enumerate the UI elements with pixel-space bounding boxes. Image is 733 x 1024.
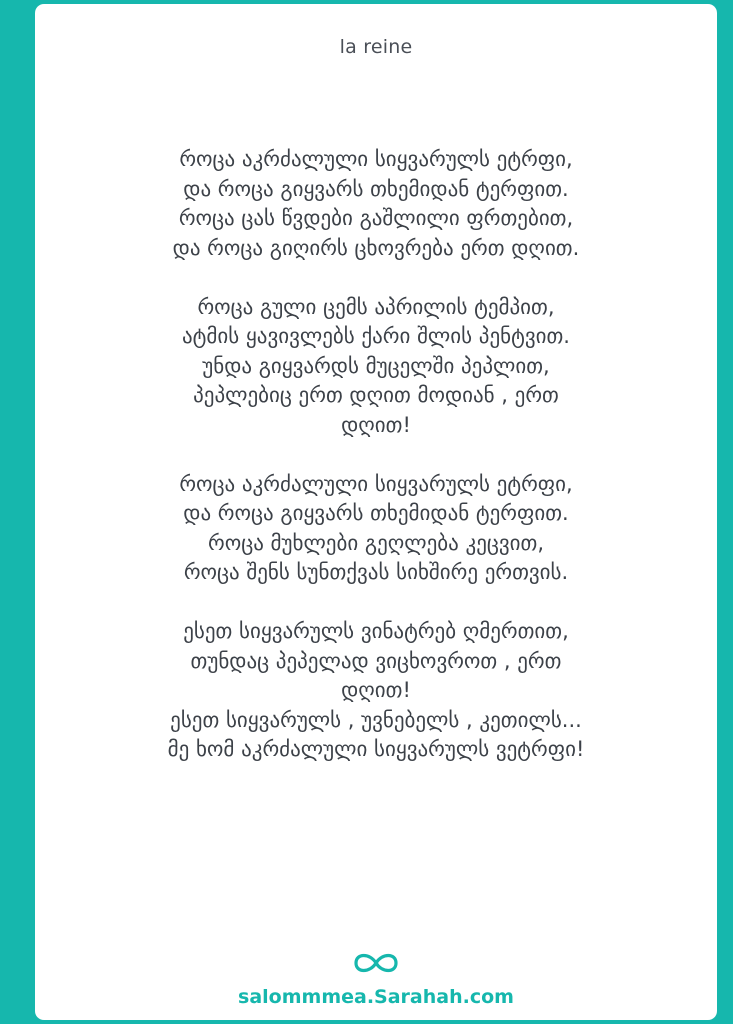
poem-line: როცა შენს სუნთქვას სიხშირე ერთვის.	[183, 560, 569, 584]
poem-line: და როცა გიყვარს თხემიდან ტერფით.	[183, 501, 569, 525]
poem-line: მე ხომ აკრძალული სიყვარულს ვეტრფი!	[167, 737, 585, 761]
stanza-3	[55, 470, 697, 588]
site-url[interactable]: salommmea.Sarahah.com	[238, 986, 514, 1008]
poem-line: პეპლებიც ერთ დღით მოდიან , ერთ	[193, 383, 559, 407]
poem-line: როცა აკრძალული სიყვარულს ეტრფი,	[179, 147, 573, 171]
poem-line: ესეთ სიყვარულს ვინატრებ ღმერთით,	[183, 619, 569, 643]
stanza-4	[55, 617, 697, 765]
poem-line: დღით!	[341, 678, 411, 702]
infinity-icon	[350, 948, 402, 978]
poem-line: თუნდაც პეპელად ვიცხოვროთ , ერთ	[190, 648, 562, 673]
poem-line: ატმის ყავივლებს ქარი შლის პენტვით.	[182, 324, 570, 348]
poem-line: და როცა გიღირს ცხოვრება ერთ დღით.	[172, 235, 580, 260]
post-title: la reine	[339, 36, 413, 58]
poem-line: როცა ცას წვდები გაშლილი ფრთებით,	[178, 206, 574, 230]
poem-text	[55, 145, 697, 765]
poem-line: და როცა გიყვარს თხემიდან ტერფით.	[183, 176, 569, 201]
poem-line: როცა აკრძალული სიყვარულს ეტრფი,	[179, 471, 573, 496]
poem-line: ესეთ სიყვარულს , უვნებელს , კეთილს...	[170, 707, 582, 732]
stanza-2	[55, 293, 697, 441]
poem-line: უნდა გიყვარდს მუცელში პეპლით,	[202, 353, 550, 378]
stanza-1	[55, 145, 697, 263]
message-card	[35, 4, 717, 1020]
poem-line: როცა მუხლები გეღლება კეცვით,	[207, 530, 544, 555]
poem-line: დღით!	[341, 412, 411, 437]
poem-line: როცა გული ცემს აპრილის ტემპით,	[197, 294, 555, 319]
